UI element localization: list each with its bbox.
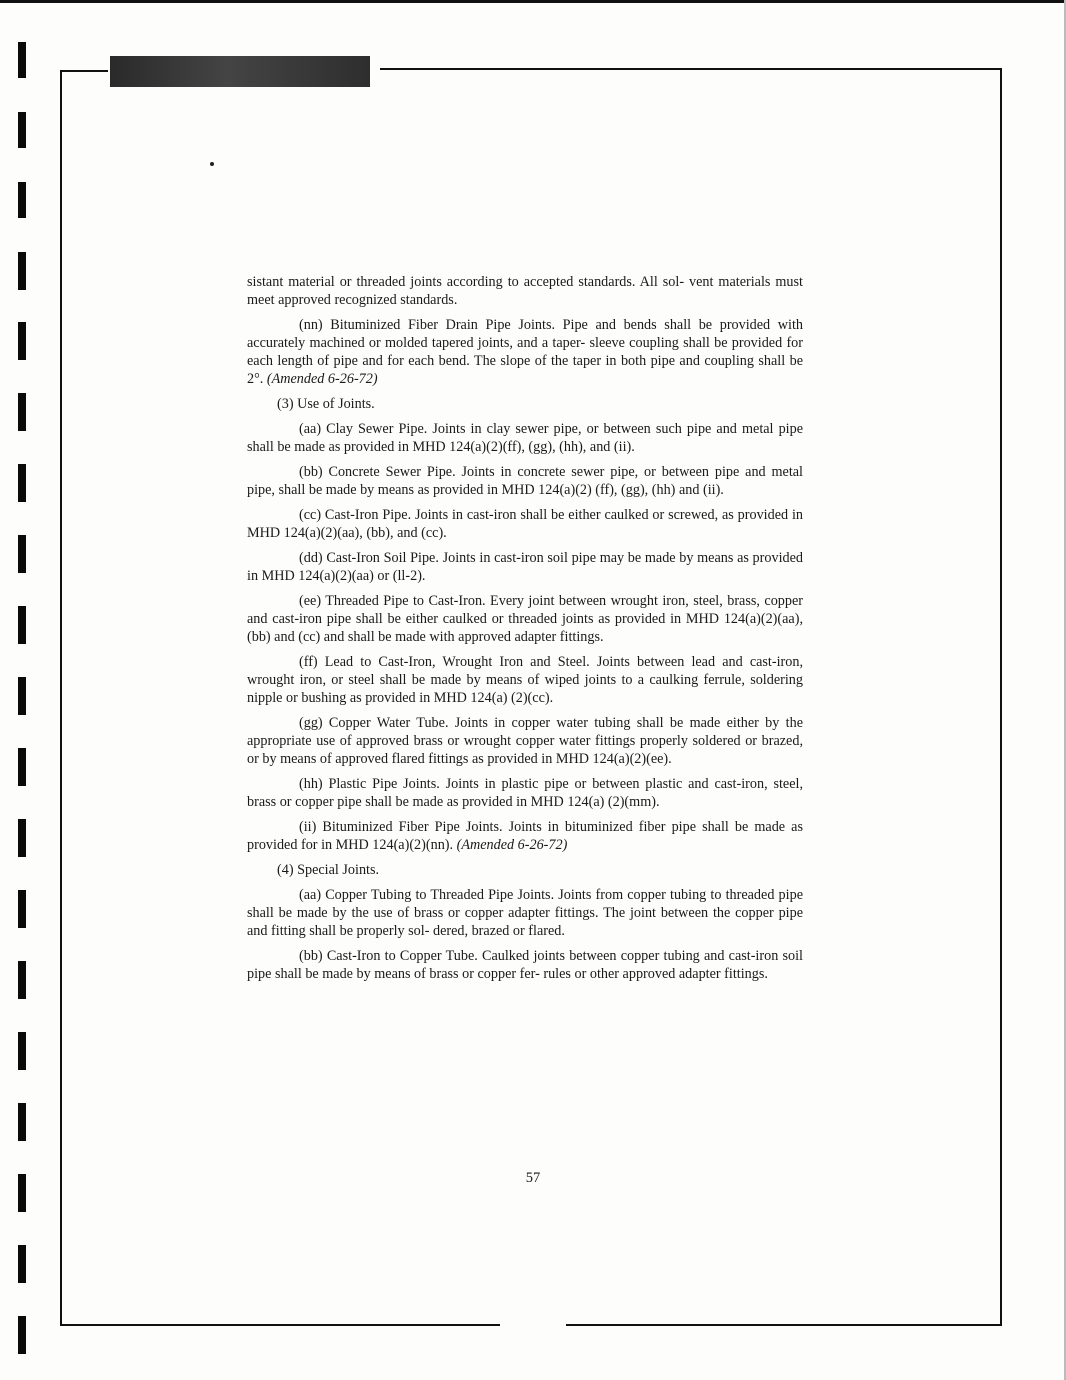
paragraph-cc [247,506,803,542]
heading-special-joints [247,861,803,879]
binding-mark [18,1103,26,1141]
binding-mark [18,819,26,857]
header-banner [110,56,370,87]
paragraph-special-aa [247,886,803,940]
paragraph-text: (bb) Concrete Sewer Pipe. Joints in concrete sewer pipe, or between pipe and metal pipe, shall be made by means as provided in MHD 124(a)(2) (ff), (gg), (hh) and (ii). [247,464,803,498]
paragraph-ee [247,592,803,646]
binding-mark [18,464,26,502]
binding-mark [18,961,26,999]
binding-mark [18,1245,26,1283]
binding-mark [18,1032,26,1070]
binding-mark [18,1316,26,1354]
binding-mark [18,535,26,573]
paragraph-aa [247,420,803,456]
binding-mark [18,890,26,928]
binding-mark [18,677,26,715]
paragraph-text: sistant material or threaded joints according to accepted standards. All sol- vent materials must meet approved recognized standards. [247,274,803,308]
paragraph-gg [247,714,803,768]
scan-speck [210,162,214,166]
paragraph-special-bb [247,947,803,983]
frame-bottom-right-rule [566,1324,1002,1326]
paragraph-bb [247,463,803,499]
paragraph-hh [247,775,803,811]
paragraph-ii [247,818,803,854]
frame-left-rule [60,70,62,1326]
frame-top-left-rule [60,70,108,72]
paragraph-text: (hh) Plastic Pipe Joints. Joints in plastic pipe or between plastic and cast-iron, steel, brass or copper pipe shall be made as provided in MHD 124(a) (2)(mm). [247,776,803,810]
amendment-note: (Amended 6-26-72) [266,371,378,387]
paragraph-text: (ee) Threaded Pipe to Cast-Iron. Every joint between wrought iron, steel, brass, copper and cast-iron pipe shall be either caulked or threaded joints as provided in MHD 124(a)(2)(aa), (bb) and (cc) and shall be made with approved adapter fittings. [247,593,803,645]
paragraph-text: (aa) Clay Sewer Pipe. Joints in clay sewer pipe, or between such pipe and metal pipe shall be made as provided in MHD 124(a)(2)(ff), (gg), (hh), and (ii). [247,421,803,455]
paragraph-nn [247,316,803,388]
amendment-note: (Amended 6-26-72) [456,837,568,853]
document-body [247,273,803,990]
binding-mark [18,322,26,360]
heading-use-of-joints [247,395,803,413]
paragraph-ff [247,653,803,707]
binding-mark [18,182,26,218]
paragraph-continuation [247,273,803,309]
paragraph-text: (bb) Cast-Iron to Copper Tube. Caulked joints between copper tubing and cast-iron soil pipe shall be made by means of brass or copper fer- rules or other approved adapter fittings. [247,948,803,982]
paragraph-dd [247,549,803,585]
binding-mark [18,42,26,78]
paragraph-text: (gg) Copper Water Tube. Joints in copper water tubing shall be made either by the appropriate use of approved brass or wrought copper water fittings properly soldered or brazed, or by means of approved flared fittings as provided in MHD 124(a)(2)(ee). [247,715,803,767]
paragraph-text: (4) Special Joints. [277,862,380,878]
page-top-edge [0,0,1066,3]
binding-mark [18,748,26,786]
frame-top-right-rule [380,68,1002,70]
paragraph-text: (cc) Cast-Iron Pipe. Joints in cast-iron shall be either caulked or screwed, as provided in MHD 124(a)(2)(aa), (bb), and (cc). [247,507,803,541]
binding-mark [18,252,26,290]
frame-right-rule [1000,68,1002,1326]
paragraph-text: (nn) Bituminized Fiber Drain Pipe Joints. Pipe and bends shall be provided with accurately machined or molded tapered joints, and a taper- sleeve coupling shall be provided for each length of pipe and for each bend. The slope of the taper in both pipe and coupling shall be 2°. [247,317,803,387]
paragraph-text: (ii) Bituminized Fiber Pipe Joints. Joints in bituminized fiber pipe shall be made as provided for in MHD 124(a)(2)(nn). [247,819,803,853]
frame-bottom-left-rule [60,1324,500,1326]
paragraph-text: (dd) Cast-Iron Soil Pipe. Joints in cast-iron soil pipe may be made by means as provided in MHD 124(a)(2)(aa) or (ll-2). [247,550,803,584]
page-number: 57 [525,1170,541,1186]
binding-mark [18,393,26,431]
paragraph-text: (ff) Lead to Cast-Iron, Wrought Iron and Steel. Joints between lead and cast-iron, wrought iron, or steel shall be made by means of wiped joints to a caulking ferrule, soldering nipple or bushing as provided in MHD 124(a) (2)(cc). [247,654,803,706]
paragraph-text: (3) Use of Joints. [277,396,375,412]
binding-mark [18,112,26,148]
paragraph-text: (aa) Copper Tubing to Threaded Pipe Joints. Joints from copper tubing to threaded pipe shall be made by the use of brass or copper adapter fittings. The joint between the copper pipe and fitting shall be properly sol- dered, brazed or flared. [247,887,803,939]
binding-mark [18,606,26,644]
